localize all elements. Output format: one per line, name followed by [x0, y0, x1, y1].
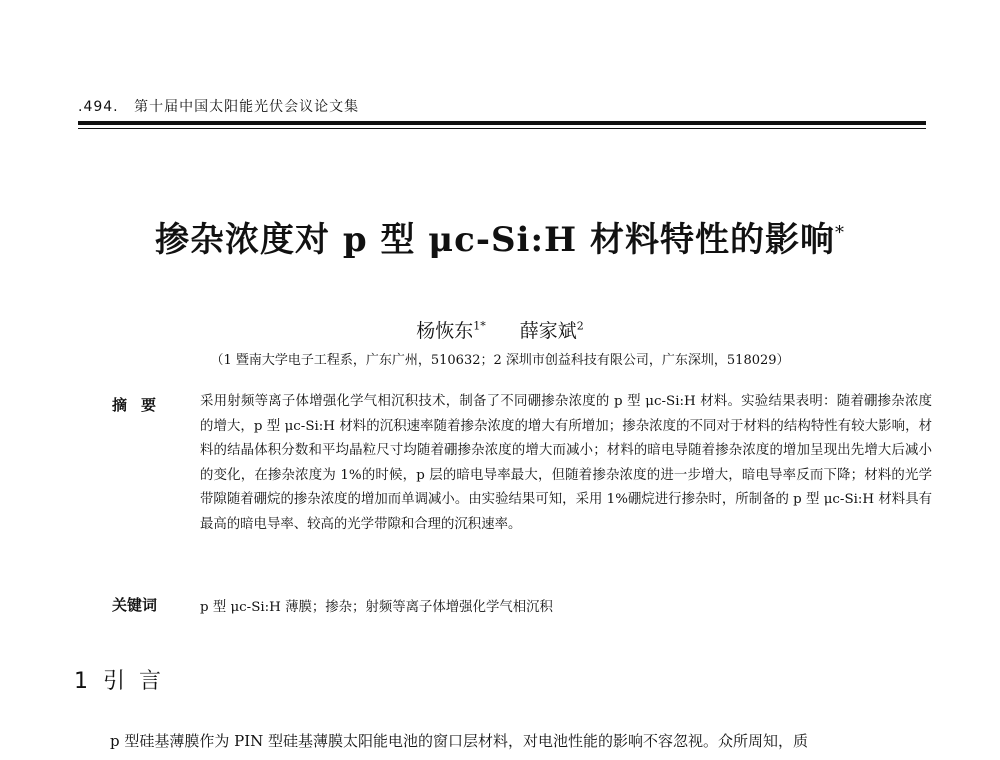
page-number: .494.: [78, 99, 119, 115]
section-number: 1: [74, 669, 88, 694]
section-title: 引言: [103, 669, 176, 694]
author-mark: 1*: [473, 319, 486, 333]
body-paragraph: p 型硅基薄膜作为 PIN 型硅基薄膜太阳能电池的窗口层材料，对电池性能的影响不容忽视。众所周知，质: [110, 732, 809, 750]
header-rule-thin: [78, 128, 926, 129]
title-footnote-mark: *: [834, 222, 845, 244]
section-heading: [74, 664, 175, 695]
author-1: [416, 320, 486, 342]
affiliation: （1 暨南大学电子工程系，广东广州，510632；2 深圳市创益科技有限公司，广东深圳，518029）: [210, 353, 790, 368]
author-list: [0, 316, 1000, 343]
keywords-label: 关键词: [112, 596, 158, 614]
author-mark: 2: [576, 319, 584, 333]
author-2: [520, 320, 584, 342]
author-name: 薛家斌: [519, 320, 577, 342]
header-rule-thick: [78, 121, 926, 125]
paper-title: [0, 212, 1000, 261]
keywords-text: p 型 μc-Si:H 薄膜；掺杂；射频等离子体增强化学气相沉积: [200, 600, 553, 615]
abstract-text: 采用射频等离子体增强化学气相沉积技术，制备了不同硼掺杂浓度的 p 型 μc-Si:H 材料。实验结果表明：随着硼掺杂浓度的增大，p 型 μc-Si:H 材料的沉积速率随着掺杂浓度的增大有所增加；掺杂浓度的不同对于材料的结构特性有较大影响，材料的结晶体积分数和平均晶粒尺寸均随着硼掺杂浓度的增大而减小；材料的暗电导随着掺杂浓度的增加呈现出先增大后减小的变化，在掺杂浓度为 1%的时候，p 层的暗电导率最大，但随着掺杂浓度的进一步增大，暗电导率反而下降；材料的光学带隙随着硼烷的掺杂浓度的增加而单调减小。由实验结果可知，采用 1%硼烷进行掺杂时，所制备的 p 型 μc-Si:H 材料具有最高的暗电导率、较高的光学带隙和合理的沉积速率。: [200, 394, 932, 532]
paper-title-text: 掺杂浓度对 p 型 μc-Si:H 材料特性的影响: [155, 220, 835, 260]
abstract-label: 摘要: [112, 396, 171, 414]
proceedings-title: 第十届中国太阳能光伏会议论文集: [134, 99, 360, 115]
running-head: [78, 96, 359, 116]
author-name: 杨恢东: [416, 320, 474, 342]
